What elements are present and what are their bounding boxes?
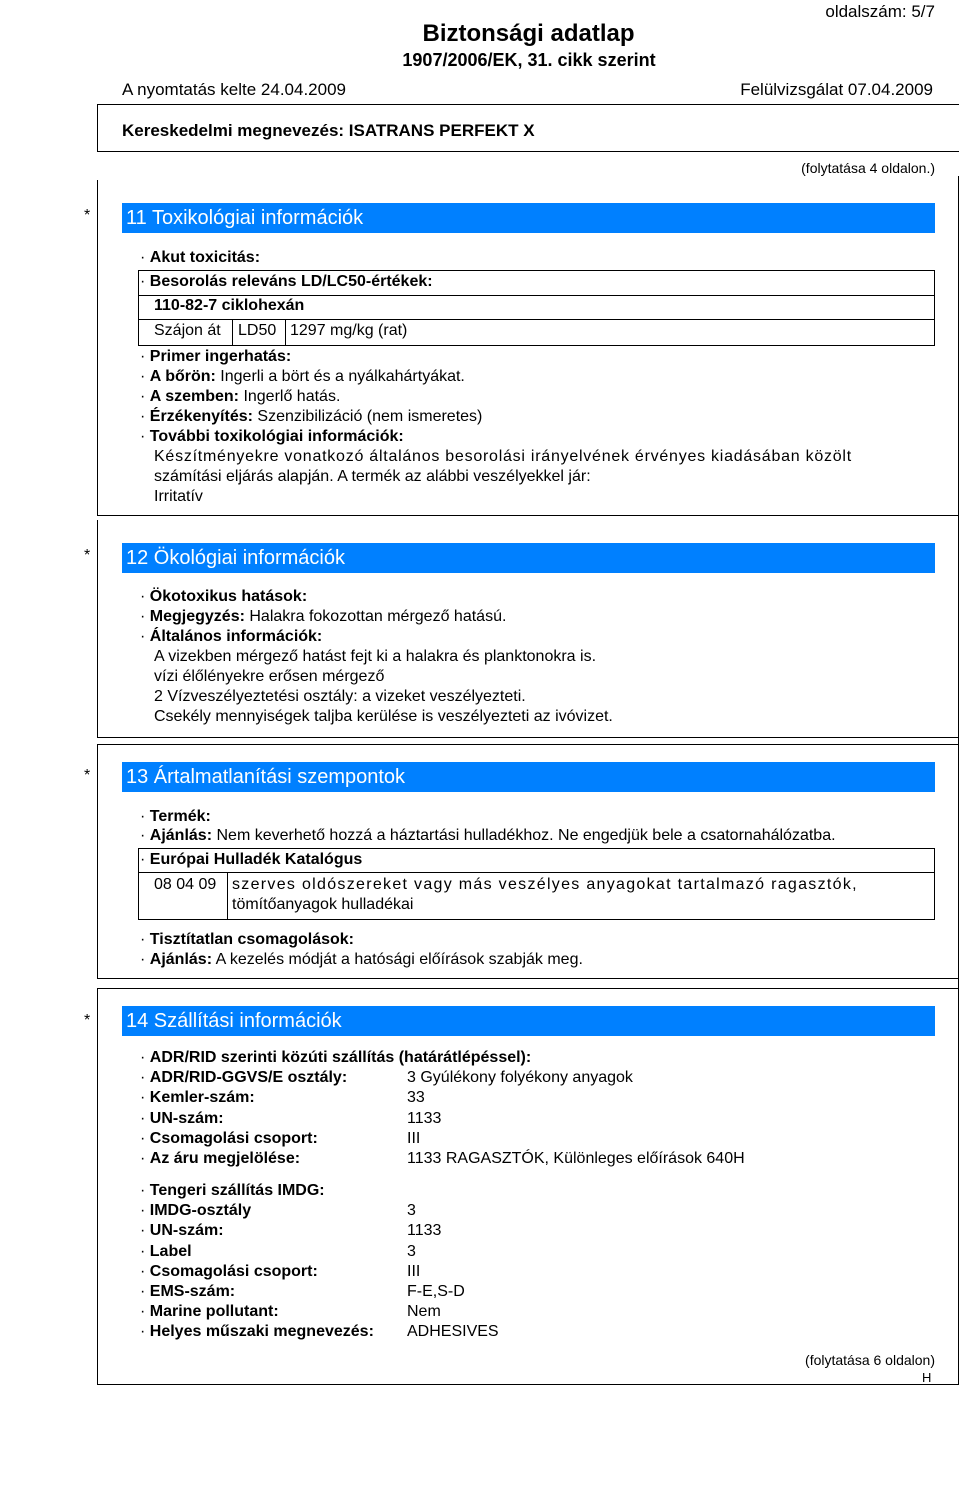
- transport-row: [140, 1201, 251, 1221]
- transport-value: 1133: [407, 1222, 442, 1240]
- transport-row: [140, 1068, 347, 1088]
- ld-type: LD50: [238, 322, 277, 339]
- change-marker: *: [84, 207, 91, 224]
- transport-label: Tengeri szállítás IMDG:: [149, 1182, 325, 1199]
- document-subtitle: 1907/2006/EK, 31. cikk szerint: [402, 50, 656, 70]
- bullet: ·: [140, 1069, 146, 1087]
- transport-value: F-E,S-D: [407, 1283, 465, 1300]
- change-marker: *: [84, 1012, 91, 1029]
- s14-top-border: [97, 988, 959, 989]
- s13-left-border: [97, 744, 98, 979]
- ld-row-divider: [138, 319, 935, 320]
- bullet: ·: [140, 1323, 146, 1341]
- transport-label: IMDG-osztály: [149, 1202, 252, 1220]
- tox-text-3: Irritatív: [154, 488, 203, 505]
- transport-label: Az áru megjelölése:: [149, 1150, 301, 1167]
- bullet: ·: [140, 1303, 146, 1321]
- tox-text-1: Készítményekre vonatkozó általános besorolási irányelvének érvényes kiadásában közölt: [154, 448, 852, 465]
- transport-row: [140, 1088, 255, 1108]
- packaging-recommendation: · Ajánlás: A kezelés módját a hatósági előírások szabják meg.: [140, 951, 583, 968]
- bullet: ·: [140, 1150, 146, 1167]
- eco-text-1: A vizekben mérgező hatást fejt ki a halakra és planktonokra is.: [154, 648, 597, 665]
- further-tox-info: · További toxikológiai információk:: [140, 428, 404, 445]
- disposal-recommendation: · Ajánlás: Nem keverhető hozzá a háztartási hulladékhoz. Ne engedjük bele a csatornahálózatba.: [140, 827, 836, 844]
- header-divider: [97, 104, 959, 105]
- transport-value: 3 Gyúlékony folyékony anyagok: [407, 1069, 633, 1087]
- transport-value: 1133 RAGASZTÓK, Különleges előírások 640H: [407, 1150, 745, 1167]
- transport-value: III: [407, 1262, 421, 1280]
- s11-left-border: [97, 180, 98, 516]
- transport-label: Helyes műszaki megnevezés:: [149, 1323, 374, 1341]
- trade-name: [122, 121, 535, 141]
- bullet: ·: [140, 1049, 146, 1066]
- transport-value: III: [407, 1129, 421, 1147]
- continued-to: (folytatása 6 oldalon): [805, 1352, 935, 1368]
- section-11-title: 11 Toxikológiai információk: [122, 203, 935, 233]
- s12-bottom-border: [97, 737, 959, 738]
- ld-col-divider-2: [285, 319, 286, 346]
- bullet: ·: [140, 1089, 146, 1107]
- eco-note: · Megjegyzés: Halakra fokozottan mérgező hatású.: [140, 608, 507, 625]
- s13-top-border: [97, 744, 959, 745]
- section-13-title: 13 Ártalmatlanítási szempontok: [122, 762, 935, 792]
- waste-code: 08 04 09: [154, 876, 217, 893]
- s12-left-border: [97, 520, 98, 738]
- transport-row: [140, 1221, 224, 1241]
- transport-row: [140, 1322, 374, 1342]
- transport-row: [140, 1181, 325, 1201]
- print-date: A nyomtatás kelte 24.04.2009: [122, 80, 346, 99]
- bullet: ·: [140, 1109, 146, 1127]
- transport-value: 33: [407, 1089, 425, 1107]
- section-14-title: 14 Szállítási információk: [122, 1006, 935, 1036]
- trade-name-divider: [97, 151, 959, 152]
- transport-value: ADHESIVES: [407, 1323, 499, 1341]
- transport-row: [140, 1149, 300, 1169]
- revision-date: Felülvizsgálat 07.04.2009: [740, 80, 933, 99]
- eco-text-3: 2 Vízveszélyeztetési osztály: a vizeket veszélyezteti.: [154, 688, 526, 705]
- transport-row: [140, 1129, 318, 1149]
- ld-col-divider-1: [232, 319, 233, 346]
- ecotoxic-effects: · Ökotoxikus hatások:: [140, 588, 308, 605]
- sensitization: · Érzékenyítés: Szenzibilizáció (nem ismeretes): [140, 408, 483, 425]
- general-info: · Általános információk:: [140, 628, 323, 645]
- trade-name-label: Kereskedelmi megnevezés:: [122, 121, 345, 140]
- s14-left-border: [97, 988, 98, 1385]
- change-marker: *: [84, 767, 91, 784]
- eco-text-4: Csekély mennyiségek taljba kerülése is veszélyezteti az ivóvizet.: [154, 708, 613, 725]
- transport-row: [140, 1262, 318, 1282]
- s11-bottom-border: [97, 515, 959, 516]
- bullet: ·: [140, 1283, 146, 1300]
- ld-label: · Besorolás releváns LD/LC50-értékek:: [140, 273, 433, 290]
- cas-entry: 110-82-7 ciklohexán: [154, 297, 305, 314]
- ld-value: 1297 mg/kg (rat): [290, 322, 408, 339]
- transport-row: [140, 1282, 235, 1302]
- eye-effect: · A szemben: Ingerlő hatás.: [140, 388, 341, 405]
- bullet: ·: [140, 1222, 146, 1240]
- waste-desc-1: szerves oldószereket vagy más veszélyes anyagokat tartalmazó ragasztók,: [232, 876, 858, 893]
- transport-label: Marine pollutant:: [149, 1303, 279, 1321]
- page-bottom-border: [97, 1384, 959, 1385]
- acute-toxicity: · Akut toxicitás:: [140, 249, 261, 266]
- bullet: ·: [140, 1242, 146, 1260]
- transport-row: [140, 1048, 531, 1068]
- right-border: [958, 176, 959, 1384]
- transport-row: [140, 1302, 279, 1322]
- s13-bottom-border: [97, 978, 959, 979]
- bullet: ·: [140, 1129, 146, 1147]
- transport-label: Label: [149, 1242, 192, 1260]
- uncleaned-packaging: · Tisztítatlan csomagolások:: [140, 931, 354, 948]
- primary-irritation: · Primer ingerhatás:: [140, 348, 292, 365]
- waste-table-divider: [138, 872, 935, 873]
- skin-effect: · A bőrön: Ingerli a bört és a nyálkahártyákat.: [140, 368, 465, 385]
- waste-col-divider: [227, 872, 228, 920]
- bullet: ·: [140, 1262, 146, 1280]
- disposal-product: · Termék:: [140, 808, 211, 825]
- section-12-title: 12 Ökológiai információk: [122, 543, 935, 573]
- footer-letter: H: [922, 1370, 932, 1385]
- waste-catalog: · Európai Hulladék Katalógus: [140, 851, 363, 868]
- document-title: Biztonsági adatlap: [422, 20, 635, 47]
- continued-from: (folytatása 4 oldalon.): [801, 160, 935, 176]
- tox-text-2: számítási eljárás alapján. A termék az alábbi veszélyekkel jár:: [154, 468, 591, 485]
- eco-text-2: vízi élőlényekre erősen mérgező: [154, 668, 385, 685]
- transport-label: EMS-szám:: [149, 1283, 236, 1300]
- transport-label: UN-szám:: [149, 1222, 224, 1240]
- bullet: ·: [140, 1202, 146, 1220]
- bullet: ·: [140, 1182, 146, 1199]
- transport-label: ADR/RID-GGVS/E osztály:: [149, 1069, 348, 1087]
- transport-row: [140, 1242, 192, 1262]
- trade-name-value: ISATRANS PERFEKT X: [348, 121, 535, 140]
- transport-value: 3: [407, 1202, 416, 1220]
- transport-value: Nem: [407, 1303, 441, 1321]
- transport-label: ADR/RID szerinti közúti szállítás (határátlépéssel):: [149, 1049, 532, 1066]
- waste-desc-2: tömítőanyagok hulladékai: [232, 896, 414, 913]
- page-number: oldalszám: 5/7: [825, 2, 935, 21]
- exposure-route: Szájon át: [154, 322, 221, 339]
- transport-label: UN-szám:: [149, 1109, 224, 1127]
- transport-label: Csomagolási csoport:: [149, 1262, 318, 1280]
- transport-label: Kemler-szám:: [149, 1089, 255, 1107]
- transport-value: 3: [407, 1242, 416, 1260]
- transport-label: Csomagolási csoport:: [149, 1129, 318, 1147]
- header-left-border: [97, 104, 98, 151]
- transport-value: 1133: [407, 1109, 442, 1127]
- transport-row: [140, 1109, 224, 1129]
- change-marker: *: [84, 547, 91, 564]
